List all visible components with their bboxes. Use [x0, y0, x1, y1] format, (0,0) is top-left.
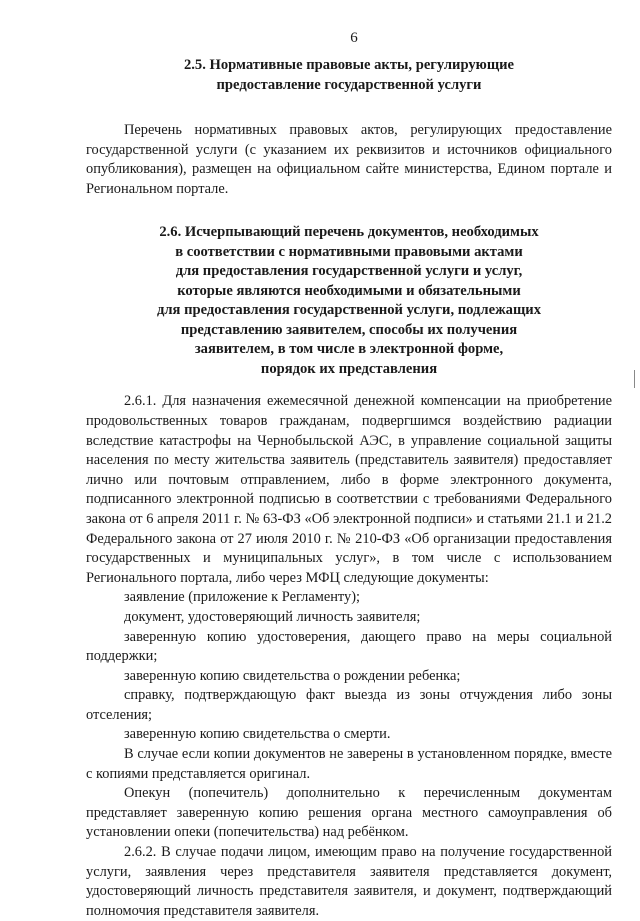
document-list-item: заверенную копию удостоверения, дающего право на меры социальной поддержки;: [86, 628, 612, 665]
section-2-6-heading: [86, 223, 612, 379]
section-2-5-text: Перечень нормативных правовых актов, регулирующих предоставление государственной услуги (с указанием их реквизитов и источников официального опубликования), размещен на официальном сайте министерства, Едином портале и Региональном портале.: [86, 122, 612, 197]
paragraph-copies: В случае если копии документов не заверены в установленном порядке, вместе с копиями представляется оригинал.: [86, 746, 612, 782]
page-number: 6: [350, 30, 358, 46]
section-2-5-heading-line: 2.5. Нормативные правовые акты, регулирующие: [183, 57, 515, 73]
section-2-6-heading-line: представлению заявителем, способы их получения: [180, 321, 518, 338]
document-page: [86, 30, 612, 921]
paragraph-2-6-2: 2.6.2. В случае подачи лицом, имеющим право на получение государственной услуги, заявления через представителя заявителя представляется документ, удостоверяющий личность представителя заявителя, и документ, подтверждающий полномочия представителя заявителя.: [86, 844, 612, 919]
margin-scan-mark: [634, 370, 635, 388]
paragraph-guardian: Опекун (попечитель) дополнительно к перечисленным документам представляет заверенную копию решения органа местного самоуправления об установлении опеки (попечительства) над ребёнком.: [86, 785, 612, 841]
section-2-6-heading-line: в соответствии с нормативными правовыми актами: [175, 243, 523, 260]
section-2-6-heading-line: для предоставления государственной услуги и услуг,: [175, 263, 523, 280]
section-2-6-heading-line: для предоставления государственной услуги, подлежащих: [156, 302, 541, 319]
section-2-6-heading-line: 2.6. Исчерпывающий перечень документов, необходимых: [159, 224, 539, 241]
document-list-item: заявление (приложение к Регламенту);: [124, 589, 360, 606]
section-2-6-heading-line: которые являются необходимыми и обязательными: [177, 282, 521, 299]
document-list-item: заверенную копию свидетельства о смерти.: [124, 726, 391, 743]
document-list-item: справку, подтверждающую факт выезда из зоны отчуждения либо зоны отселения;: [86, 687, 612, 723]
section-2-5-heading: [86, 56, 612, 95]
paragraph-2-6-1: 2.6.1. Для назначения ежемесячной денежной компенсации на приобретение продовольственных товаров гражданам, подвергшимся воздействию радиации вследствие катастрофы на Чернобыльской АЭС, в управление социальной защиты населения по месту жительства заявитель (представитель заявителя) предоставляет лично или почтовым отправлением, либо в форме электронного документа, подписанного электронной подписью в соответствии с требованиями Федерального закона от 6 апреля 2011 г. № 63-ФЗ «Об электронной подписи» и статьями 21.1 и 21.2 Федерального закона от 27 июля 2010 г. № 210-ФЗ «Об организации предоставления государственных и муниципальных услуг», в том числе с использованием Регионального портала, либо через МФЦ следующие документы:: [86, 393, 612, 586]
section-2-5-heading-line: предоставление государственной услуги: [216, 76, 482, 93]
document-list-item: заверенную копию свидетельства о рождении ребенка;: [124, 667, 461, 684]
document-list-item: документ, удостоверяющий личность заявителя;: [124, 608, 421, 625]
section-2-6-heading-line: порядок их представления: [260, 360, 438, 377]
section-2-6-heading-line: заявителем, в том числе в электронной форме,: [194, 341, 504, 358]
